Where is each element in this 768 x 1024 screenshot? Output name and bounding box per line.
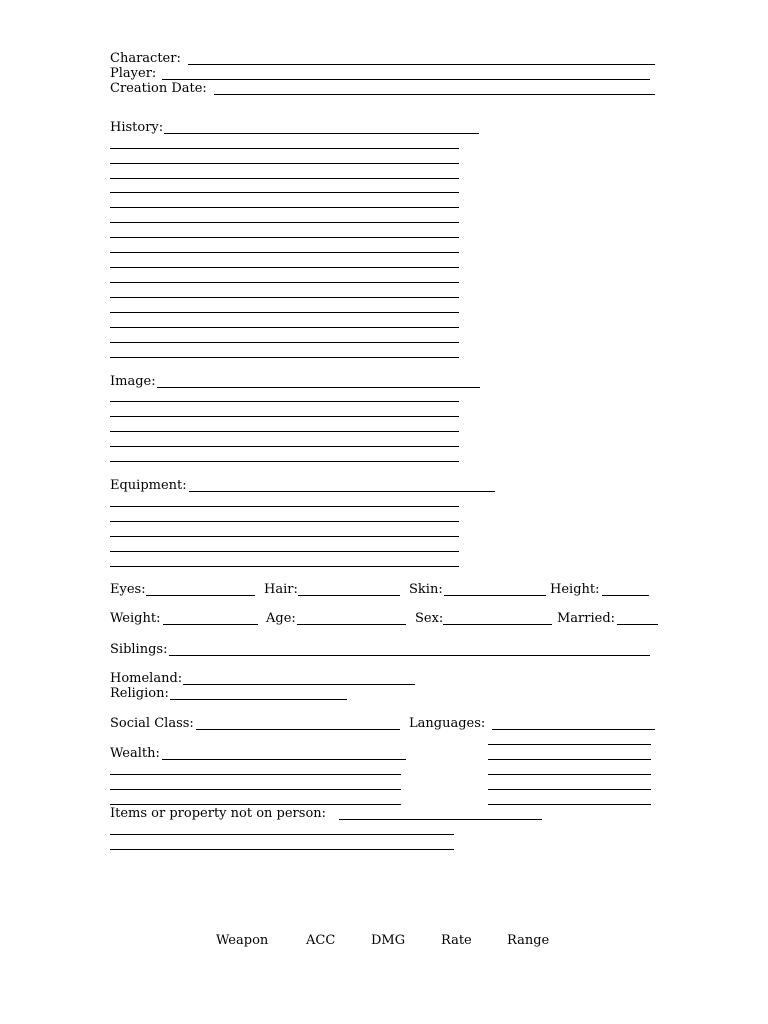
equipment-line[interactable] (110, 521, 459, 522)
items-not-on-person-label: Items or property not on person: (110, 806, 327, 821)
siblings-label: Siblings: (110, 642, 168, 657)
image-label: Image: (110, 374, 156, 389)
height-field[interactable] (602, 595, 649, 596)
age-field[interactable] (297, 624, 406, 625)
languages-field[interactable] (492, 729, 655, 730)
homeland-field[interactable] (183, 684, 415, 685)
history-line[interactable] (110, 222, 459, 223)
history-line[interactable] (110, 297, 459, 298)
items-not-on-person-field[interactable] (339, 819, 542, 820)
religion-field[interactable] (170, 699, 347, 700)
history-line[interactable] (110, 163, 459, 164)
image-line[interactable] (110, 431, 459, 432)
image-line[interactable] (110, 446, 459, 447)
history-line[interactable] (110, 327, 459, 328)
weight-label: Weight: (110, 611, 161, 626)
history-line[interactable] (110, 178, 459, 179)
hair-field[interactable] (298, 595, 400, 596)
weapon-column-header: Weapon (216, 933, 269, 948)
languages-label: Languages: (409, 716, 486, 731)
hair-label: Hair: (264, 582, 298, 597)
equipment-label: Equipment: (110, 478, 187, 493)
skin-field[interactable] (444, 595, 546, 596)
range-column-header: Range (507, 933, 550, 948)
height-label: Height: (550, 582, 600, 597)
creation-date-field[interactable] (214, 94, 655, 95)
history-field[interactable] (164, 133, 479, 134)
items-line[interactable] (110, 849, 454, 850)
history-line[interactable] (110, 252, 459, 253)
items-line[interactable] (110, 834, 454, 835)
equipment-line[interactable] (110, 566, 459, 567)
languages-line[interactable] (488, 759, 651, 760)
languages-line[interactable] (488, 774, 651, 775)
social-class-label: Social Class: (110, 716, 194, 731)
history-line[interactable] (110, 312, 459, 313)
equipment-line[interactable] (110, 506, 459, 507)
skin-label: Skin: (409, 582, 443, 597)
wealth-line[interactable] (110, 789, 401, 790)
siblings-field[interactable] (169, 655, 650, 656)
married-field[interactable] (617, 624, 658, 625)
wealth-line[interactable] (110, 804, 401, 805)
image-field[interactable] (157, 387, 480, 388)
sex-field[interactable] (443, 624, 552, 625)
religion-label: Religion: (110, 686, 169, 701)
acc-column-header: ACC (306, 933, 336, 948)
weight-field[interactable] (163, 624, 258, 625)
languages-line[interactable] (488, 789, 651, 790)
dmg-column-header: DMG (371, 933, 406, 948)
wealth-field[interactable] (162, 759, 406, 760)
history-line[interactable] (110, 237, 459, 238)
rate-column-header: Rate (441, 933, 472, 948)
history-line[interactable] (110, 357, 459, 358)
image-line[interactable] (110, 401, 459, 402)
player-label: Player: (110, 66, 157, 81)
married-label: Married: (557, 611, 616, 626)
history-line[interactable] (110, 192, 459, 193)
languages-line[interactable] (488, 804, 651, 805)
character-label: Character: (110, 51, 181, 66)
history-label: History: (110, 120, 164, 135)
image-line[interactable] (110, 416, 459, 417)
history-line[interactable] (110, 267, 459, 268)
homeland-label: Homeland: (110, 671, 183, 686)
wealth-line[interactable] (110, 774, 401, 775)
equipment-line[interactable] (110, 536, 459, 537)
creation-date-label: Creation Date: (110, 81, 207, 96)
equipment-line[interactable] (110, 551, 459, 552)
player-field[interactable] (162, 79, 650, 80)
wealth-label: Wealth: (110, 746, 160, 761)
social-class-field[interactable] (196, 729, 400, 730)
eyes-field[interactable] (146, 595, 255, 596)
eyes-label: Eyes: (110, 582, 146, 597)
equipment-field[interactable] (189, 491, 495, 492)
history-line[interactable] (110, 207, 459, 208)
languages-line[interactable] (488, 744, 651, 745)
history-line[interactable] (110, 148, 459, 149)
image-line[interactable] (110, 461, 459, 462)
history-line[interactable] (110, 342, 459, 343)
age-label: Age: (266, 611, 296, 626)
history-line[interactable] (110, 282, 459, 283)
character-field[interactable] (188, 64, 655, 65)
sex-label: Sex: (415, 611, 444, 626)
